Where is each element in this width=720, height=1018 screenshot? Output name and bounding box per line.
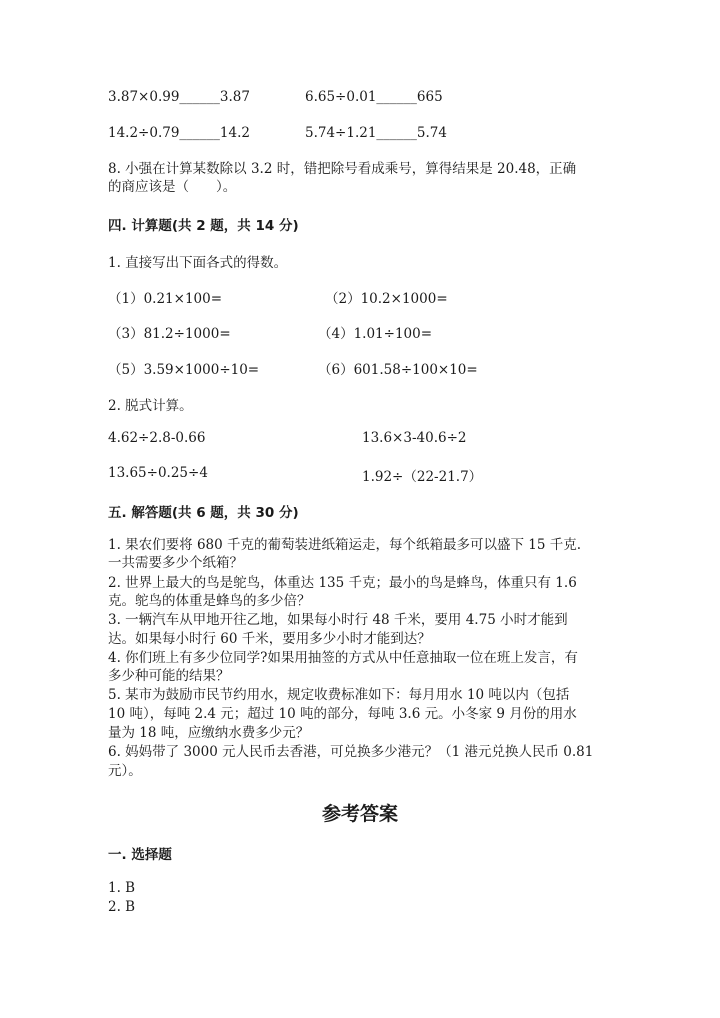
q8-line-2: 的商应该是（ ）。: [108, 179, 237, 195]
q-line-6: 达。如果每小时行 60 千米，要用多少小时才能到达？: [108, 631, 431, 647]
compare-2-right: 5.74÷1.21______5.74: [305, 125, 447, 141]
stepwise-item-3: 13.65÷0.25÷4: [108, 465, 208, 481]
calc-item-1: （1）0.21×100=: [108, 291, 223, 307]
q-line-4: 克。鸵鸟的体重是蜂鸟的多少倍？: [108, 593, 311, 609]
compare-2-left: 14.2÷0.79______14.2: [108, 125, 250, 141]
answers-section1: 一. 选择题: [108, 847, 172, 863]
q-line-5: 3. 一辆汽车从甲地开往乙地，如果每小时行 48 千米，要用 4.75 小时才能到: [108, 612, 568, 628]
stepwise-item-1: 4.62÷2.8-0.66: [108, 430, 206, 446]
calc-item-3: （3）81.2÷1000=: [108, 326, 231, 342]
q-line-2: 一共需要多少个纸箱？: [108, 555, 243, 571]
compare-1-left: 3.87×0.99______3.87: [108, 89, 250, 105]
q-line-10: 10 吨），每吨 2.4 元；超过 10 吨的部分，每吨 3.6 元。小冬家 9 月份的用水: [108, 706, 577, 722]
q-line-1: 1. 果农们要将 680 千克的葡萄装进纸箱运走，每个纸箱最多可以盛下 15 千克.: [108, 537, 582, 553]
calc-item-6: （6）601.58÷100×10=: [318, 362, 478, 378]
section5-title: 五. 解答题(共 6 题，共 30 分): [108, 505, 299, 521]
q-line-12: 6. 妈妈带了 3000 元人民币去香港，可兑换多少港元？（1 港元兑换人民币 0.81: [108, 744, 594, 760]
section4-title: 四. 计算题(共 2 题，共 14 分): [108, 218, 299, 234]
section4-p2-title: 2. 脱式计算。: [108, 398, 193, 414]
stepwise-item-2: 13.6×3-40.6÷2: [362, 430, 467, 446]
q8-line-1: 8. 小强在计算某数除以 3.2 时，错把除号看成乘号，算得结果是 20.48，正确: [108, 161, 577, 177]
answer-item-1: 1. B: [108, 880, 136, 896]
answer-item-2: 2. B: [108, 899, 136, 915]
answers-title: 参考答案: [321, 803, 398, 825]
calc-item-4: （4）1.01÷100=: [318, 326, 433, 342]
q-line-3: 2. 世界上最大的鸟是鸵鸟，体重达 135 千克；最小的鸟是蜂鸟，体重只有 1.6: [108, 575, 577, 591]
q-line-9: 5. 某市为鼓励市民节约用水，规定收费标准如下：每月用水 10 吨以内（包括: [108, 687, 570, 703]
q-line-8: 多少种可能的结果？: [108, 668, 230, 684]
q-line-7: 4. 你们班上有多少位同学?如果用抽签的方式从中任意抽取一位在班上发言，有: [108, 650, 578, 666]
stepwise-item-4: 1.92÷（22-21.7）: [362, 469, 483, 485]
section4-p1-title: 1. 直接写出下面各式的得数。: [108, 255, 288, 271]
compare-1-right: 6.65÷0.01______665: [305, 89, 443, 105]
calc-item-2: （2）10.2×1000=: [325, 291, 448, 307]
q-line-11: 量为 18 吨，应缴纳水费多少元？: [108, 725, 310, 741]
q-line-13: 元）。: [108, 763, 142, 779]
calc-item-5: （5）3.59×1000÷10=: [108, 362, 260, 378]
